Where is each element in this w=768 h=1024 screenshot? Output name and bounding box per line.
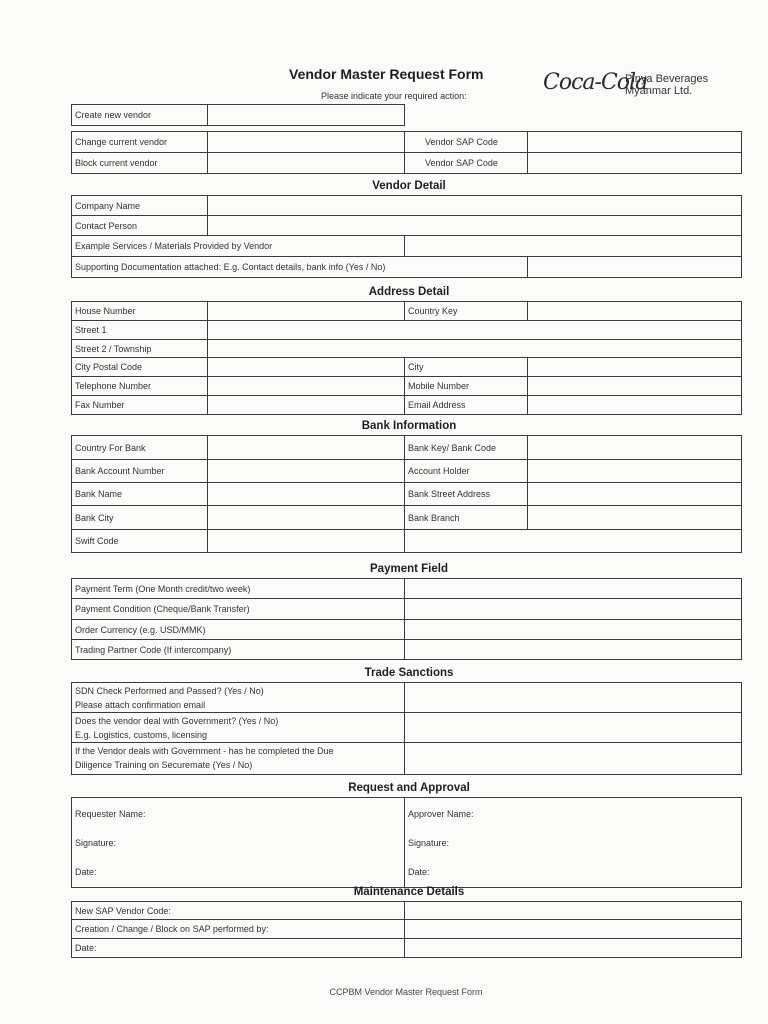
- government-deal-field[interactable]: [405, 713, 742, 743]
- supporting-docs-label: Supporting Documentation attached: E.g. Contact details, bank info (Yes / No): [72, 257, 528, 278]
- action-table: [71, 104, 742, 174]
- account-holder-label: Account Holder: [405, 460, 528, 483]
- payment-term-label: Payment Term (One Month credit/two week): [72, 579, 405, 599]
- country-for-bank-field[interactable]: [208, 436, 405, 460]
- maintenance-date-field[interactable]: [405, 939, 742, 958]
- new-sap-code-field[interactable]: [405, 902, 742, 920]
- change-vendor-label: Change current vendor: [72, 132, 208, 153]
- change-vendor-field[interactable]: [208, 132, 405, 153]
- telephone-label: Telephone Number: [72, 377, 208, 396]
- vendor-sap-code-label-2: Vendor SAP Code: [405, 153, 528, 174]
- company-name-field[interactable]: [208, 196, 742, 216]
- swift-code-label: Swift Code: [72, 530, 208, 553]
- contact-person-field[interactable]: [208, 216, 742, 236]
- city-label: City: [405, 358, 528, 377]
- company-name-label: Company Name: [72, 196, 208, 216]
- footer-text: CCPBM Vendor Master Request Form: [329, 987, 483, 997]
- street-2-label: Street 2 / Township: [72, 340, 208, 358]
- company-line-1: Pinya Beverages: [625, 73, 709, 85]
- maintenance-date-label: Date:: [72, 939, 405, 958]
- bank-branch-label: Bank Branch: [405, 506, 528, 530]
- bank-name-label: Bank Name: [72, 483, 208, 506]
- trade-sanctions-title: Trade Sanctions: [364, 667, 454, 679]
- bank-name-field[interactable]: [208, 483, 405, 506]
- bank-key-label: Bank Key/ Bank Code: [405, 436, 528, 460]
- approver-date-label: Date:: [408, 867, 430, 877]
- vendor-sap-code-field[interactable]: [528, 132, 742, 153]
- telephone-field[interactable]: [208, 377, 405, 396]
- fax-label: Fax Number: [72, 396, 208, 415]
- approver-block[interactable]: [405, 798, 742, 888]
- mobile-field[interactable]: [528, 377, 742, 396]
- government-deal-line-1: Does the vendor deal with Government? (Yes / No): [75, 716, 279, 726]
- trading-partner-field[interactable]: [405, 640, 742, 660]
- city-postal-label: City Postal Code: [72, 358, 208, 377]
- supporting-docs-field[interactable]: [528, 257, 742, 278]
- request-approval-title: Request and Approval: [348, 782, 470, 794]
- services-field[interactable]: [405, 236, 742, 257]
- due-diligence-line-2: Diligence Training on Securemate (Yes / No): [75, 760, 253, 770]
- bank-information-table: [71, 435, 742, 553]
- government-deal-line-2: E.g. Logistics, customs, licensing: [75, 730, 208, 740]
- vendor-detail-table: [71, 195, 742, 278]
- order-currency-label: Order Currency (e.g. USD/MMK): [72, 620, 405, 640]
- coca-cola-logo: Coca-Cola: [543, 70, 648, 95]
- bank-city-label: Bank City: [72, 506, 208, 530]
- swift-code-field[interactable]: [208, 530, 405, 553]
- contact-person-label: Contact Person: [72, 216, 208, 236]
- bank-account-number-label: Bank Account Number: [72, 460, 208, 483]
- payment-condition-label: Payment Condition (Cheque/Bank Transfer): [72, 599, 405, 620]
- approver-name-label: Approver Name:: [408, 809, 474, 819]
- mobile-label: Mobile Number: [405, 377, 528, 396]
- requester-signature-label: Signature:: [75, 838, 117, 848]
- payment-field-title: Payment Field: [370, 563, 448, 575]
- approver-signature-label: Signature:: [408, 838, 450, 848]
- due-diligence-field[interactable]: [405, 743, 742, 775]
- address-detail-table: [71, 301, 742, 415]
- house-number-label: House Number: [72, 302, 208, 321]
- city-postal-field[interactable]: [208, 358, 405, 377]
- bank-street-address-label: Bank Street Address: [405, 483, 528, 506]
- form-subtitle: Please indicate your required action:: [321, 91, 467, 101]
- maintenance-details-title: Maintenance Details: [353, 886, 465, 898]
- trading-partner-label: Trading Partner Code (If intercompany): [72, 640, 405, 660]
- house-number-field[interactable]: [208, 302, 405, 321]
- swift-code-extra-field[interactable]: [405, 530, 742, 553]
- account-holder-field[interactable]: [528, 460, 742, 483]
- bank-account-number-field[interactable]: [208, 460, 405, 483]
- request-approval-table: [71, 797, 742, 888]
- vendor-sap-code-label: Vendor SAP Code: [405, 132, 528, 153]
- new-sap-code-label: New SAP Vendor Code:: [72, 902, 405, 920]
- requester-block[interactable]: [72, 798, 405, 888]
- due-diligence-label: [72, 743, 405, 775]
- vendor-sap-code-field-2[interactable]: [528, 153, 742, 174]
- order-currency-field[interactable]: [405, 620, 742, 640]
- requester-name-label: Requester Name:: [75, 809, 146, 819]
- sdn-check-label: [72, 683, 405, 713]
- maintenance-details-table: [71, 901, 742, 958]
- due-diligence-line-1: If the Vendor deals with Government - has he completed the Due: [75, 746, 334, 756]
- country-key-label: Country Key: [405, 302, 528, 321]
- block-vendor-field[interactable]: [208, 153, 405, 174]
- bank-key-field[interactable]: [528, 436, 742, 460]
- performed-by-label: Creation / Change / Block on SAP performed by:: [72, 920, 405, 939]
- street-2-field[interactable]: [208, 340, 742, 358]
- company-line-2: Myanmar Ltd.: [625, 85, 693, 97]
- bank-city-field[interactable]: [208, 506, 405, 530]
- form-title: Vendor Master Request Form: [289, 66, 484, 82]
- payment-condition-field[interactable]: [405, 599, 742, 620]
- vendor-detail-title: Vendor Detail: [372, 180, 446, 192]
- company-name: [625, 73, 708, 97]
- create-vendor-field[interactable]: [208, 105, 405, 126]
- government-deal-label: [72, 713, 405, 743]
- sdn-check-line-2: Please attach confirmation email: [75, 700, 206, 710]
- sdn-check-line-1: SDN Check Performed and Passed? (Yes / No): [75, 686, 264, 696]
- payment-field-table: [71, 578, 742, 660]
- create-vendor-label: Create new vendor: [72, 105, 208, 126]
- trade-sanctions-table: [71, 682, 742, 775]
- requester-date-label: Date:: [75, 867, 97, 877]
- bank-street-address-field[interactable]: [528, 483, 742, 506]
- street-1-field[interactable]: [208, 321, 742, 340]
- country-for-bank-label: Country For Bank: [72, 436, 208, 460]
- city-field[interactable]: [528, 358, 742, 377]
- block-vendor-label: Block current vendor: [72, 153, 208, 174]
- bank-information-title: Bank Information: [361, 420, 457, 432]
- email-label: Email Address: [405, 396, 528, 415]
- email-field[interactable]: [528, 396, 742, 415]
- street-1-label: Street 1: [72, 321, 208, 340]
- fax-field[interactable]: [208, 396, 405, 415]
- address-detail-title: Address Detail: [368, 286, 450, 298]
- services-label: Example Services / Materials Provided by Vendor: [72, 236, 405, 257]
- country-key-field[interactable]: [528, 302, 742, 321]
- performed-by-field[interactable]: [405, 920, 742, 939]
- bank-branch-field[interactable]: [528, 506, 742, 530]
- sdn-check-field[interactable]: [405, 683, 742, 713]
- payment-term-field[interactable]: [405, 579, 742, 599]
